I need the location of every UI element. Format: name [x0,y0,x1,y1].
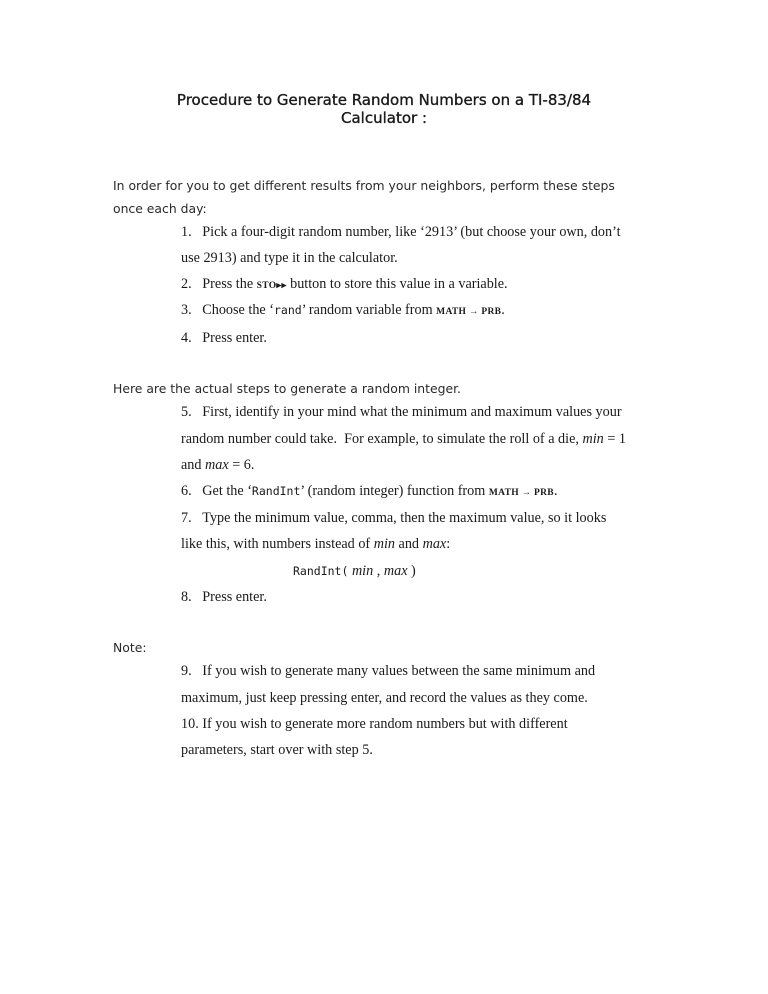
step-10-line1: 10. If you wish to generate more random numbers but with different [181,716,568,732]
max-variable-2: max [422,536,447,552]
rand-code: rand [274,303,302,317]
step-2 [181,275,508,295]
intro-line2: once each day: [113,201,207,216]
step-9-line1: 9. If you wish to generate many values between the same minimum and [181,663,596,679]
step-6-text-mid: ’ (random integer) function from [300,483,489,499]
step-6 [181,482,558,502]
formula-close: ) [407,563,416,579]
randint-formula [293,562,416,580]
colon-text: : [446,536,451,552]
step-5-line3-text: and [181,457,206,473]
step-3 [181,301,505,321]
step-1-line2: use 2913) and type it in the calculator. [181,250,398,266]
step-3-text-mid: ’ random variable from [301,302,437,318]
document-title-line2: Calculator : [341,109,427,127]
step-9-line2: maximum, just keep pressing enter, and record the values as they come. [181,690,588,706]
step-5-line3 [181,456,254,474]
step-5-line2-text: random number could take. For example, to simulate the roll of a die, [181,431,583,447]
step-5-line2 [181,430,626,448]
step-3-text-start: 3. Choose the ‘ [181,302,274,318]
formula-max: max [383,563,408,579]
note-label: Note: [113,640,147,655]
step-4: 4. Press enter. [181,330,267,346]
step-7-line2-text: like this, with numbers instead of [181,536,374,552]
and-text: and [394,536,423,552]
step-3-text-end: . [501,302,505,318]
step-2-text-end: button to store this value in a variable. [286,276,508,292]
min-variable: min [582,431,604,447]
intro-line1: In order for you to get different results from your neighbors, perform these steps [113,178,615,193]
step-8: 8. Press enter. [181,589,267,605]
step-6-text-end: . [553,483,558,499]
sto-key-label: STO▸▸ [256,281,287,291]
formula-function: RandInt( [293,564,349,578]
step-1-line1: 1. Pick a four-digit random number, like ‘2913’ (but choose your own, don’t [181,224,621,240]
step-7-line1: 7. Type the minimum value, comma, then the maximum value, so it looks [181,510,607,526]
math-prb-menu-label-2: MATH → PRB [488,488,554,498]
min-variable-2: min [373,536,395,552]
min-equals: = 1 [603,431,626,447]
step-7-line2 [181,535,450,553]
max-variable: max [205,457,229,473]
randint-code: RandInt [251,484,301,498]
max-equals: = 6. [228,457,255,473]
step-10-line2: parameters, start over with step 5. [181,742,373,758]
step-5-line1: 5. First, identify in your mind what the minimum and maximum values your [181,404,622,420]
math-prb-menu-label: MATH → PRB [436,307,502,317]
document-title-line1: Procedure to Generate Random Numbers on a TI-83/84 [176,91,592,109]
formula-comma: , [376,563,384,579]
step-6-text-start: 6. Get the ‘ [181,483,252,499]
step-2-text-start: 2. Press the [181,276,257,292]
formula-min: min [348,563,377,579]
section-2-heading: Here are the actual steps to generate a random integer. [113,381,461,396]
